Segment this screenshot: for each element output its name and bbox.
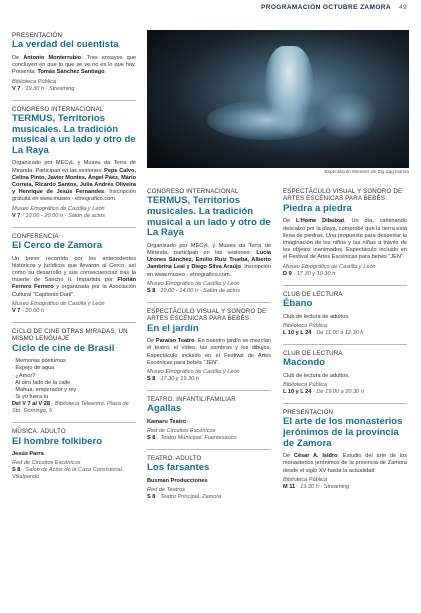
event-title: Agallas xyxy=(147,403,182,415)
event-venue: Biblioteca Pública xyxy=(12,78,57,85)
event-date: V 7 · 19.30 h · Streaming xyxy=(12,85,75,92)
event-entry xyxy=(283,188,407,278)
event-entry xyxy=(283,291,407,337)
event-venue: Museo Etnográfico de Castilla y León xyxy=(12,205,105,212)
list-item: · Mahua, emperador y rey xyxy=(12,387,77,394)
event-category: TEATRO. INFANTIL/FAMILIAR xyxy=(147,396,236,404)
event-title: TERMUS, Territorios musicales. La tradición musical a un lado y otro de La Raya xyxy=(12,113,136,156)
event-description: De Paraíso Teatro. En nuestro jardín se mezclan el teatro, el vídeo, las sombras y los dibujos. Espectáculo incluido en el Festival de Artes Escénicas para bebés "JEN". xyxy=(147,338,271,366)
event-date: S 8 · Salón de Actos de la Casa Consistorial. Villalpando xyxy=(12,467,124,481)
event-entry xyxy=(12,328,136,416)
event-entry xyxy=(147,455,271,501)
list-item: · Espejo de agua xyxy=(12,365,55,372)
event-description: Un breve recorrido por los antecedentes históricos y jurídicos que llevaron al Cerco, así como su desarrollo y sus consecuencias tras la muerte de Sancho II. Impartida por Florián Ferrero Ferrero y organizada por la Asociación Cultural "Capitonis Durii". xyxy=(12,255,136,298)
event-venue: Red de Teatros xyxy=(147,487,186,494)
header-title: PROGRAMACIÓN OCTUBRE xyxy=(261,4,358,11)
event-venue: Red de Circuitos Escénicos xyxy=(147,428,216,435)
event-title: El arte de los monasterios jerónimos de la provincia de Zamora xyxy=(283,416,403,449)
event-date: Del V 7 al V 28 · Biblioteca Teleentro. Plaza de Sto. Domingo, 5 xyxy=(12,401,129,415)
event-description: De Antonio Monterrubio. Tres ensayos que concluyen en que lo que se ve no es lo que hay. Presenta: Tomás Sánchez Santiago. xyxy=(12,55,136,76)
column-3 xyxy=(283,188,407,498)
event-description: Club de lectura de adultos. xyxy=(283,313,350,320)
event-date: S 8 · 10.00 - 14.00 h · Salón de actos xyxy=(147,287,240,294)
event-category: CONGRESO INTERNACIONAL xyxy=(147,188,239,195)
event-entry xyxy=(12,428,136,481)
event-entry xyxy=(12,233,136,315)
event-entry xyxy=(147,396,271,442)
event-title: El hombre folkibero xyxy=(12,435,103,447)
event-description: De César A. Isidro. Estudio del arte de los monasterios jerónimos de la provincia de Zamora desde el siglo XV hasta la actualidad xyxy=(283,453,407,474)
event-category: PRESENTACIÓN xyxy=(283,409,334,417)
column-1 xyxy=(12,32,136,488)
event-description: Organizado por MECyL y Museu da Terra de Miranda, participan en las sesiones: Lucía Urones Sánchez, Emilio Ruiz Trueba, Alberto Jambrina Leal y Diego Silva Araújo. Inscripción en www.museo - etnografico.com. xyxy=(147,242,271,278)
header-city: ZAMORA xyxy=(360,4,391,11)
page-number: 49 xyxy=(398,4,407,11)
event-description: Organizado por MECyL y Museu da Terra de Miranda. Participan en las sesiones: Pepe Calvo, Celina Pinto, Javier Montes, Ángel Páez, Mário Correia, Ricardo Santos, Julia Andrés Oliveira y Henrique de Jesús Fernandes. Inscripción gratuita en www.museo - etnografico.com. xyxy=(12,160,136,203)
event-company: Buxman Producciones xyxy=(147,478,208,485)
event-entry xyxy=(147,308,271,383)
event-category: CLUB DE LECTURA xyxy=(283,290,343,298)
event-category: ESPECTÁCULO VISUAL Y SONORO DE ARTES ESCÉNICAS PARA BEBÉS xyxy=(147,307,267,323)
list-item: · Si yo fuera tu xyxy=(12,394,49,401)
event-date: M 11 · 19.30 h · Streaming xyxy=(283,483,350,490)
event-date: D 9 · 17.30 y 19.30 h xyxy=(283,270,336,277)
event-venue: Biblioteca Pública xyxy=(283,382,328,389)
event-category: CICLO DE CINE OTRAS MIRADAS, UN MISMO LENGUAJE xyxy=(12,327,128,343)
event-date: L 10 y L 24 · De 11.00 a 12.30 h xyxy=(283,329,364,336)
event-date: S 8 · Teatro Municipal. Fuentesaúco xyxy=(147,435,237,442)
event-venue: Biblioteca Pública xyxy=(283,476,328,483)
event-venue: Biblioteca Pública xyxy=(283,322,328,329)
event-title: Los farsantes xyxy=(147,462,210,474)
event-company: Kamaru Teatro xyxy=(147,419,187,426)
list-item: · Al otro lado de la calle xyxy=(12,379,71,386)
event-entry xyxy=(283,350,407,396)
event-title: En el jardín xyxy=(147,322,199,334)
event-date: L 10 y L 24 · De 19.00 a 20.30 h xyxy=(283,389,364,396)
event-category: CLUB DE LECTURA xyxy=(283,349,343,357)
event-category: ESPECTÁCULO VISUAL Y SONORO DE ARTES ESCÉNICAS PARA BEBÉS xyxy=(283,188,403,203)
event-description: Club de lectura de adultos. xyxy=(283,372,350,379)
event-title: Macondo xyxy=(283,357,326,369)
event-venue: Red de Circuitos Escénicos xyxy=(12,460,81,467)
event-title: Ébano xyxy=(283,298,313,310)
event-venue: Museo Etnográfico de Castilla y León xyxy=(147,280,240,287)
event-category: PRESENTACIÓN xyxy=(12,32,63,39)
event-title: Ciclo de cine de Brasil xyxy=(12,342,115,354)
event-date: S 8 · 17.30 y 19.30 h xyxy=(147,376,199,383)
column-2 xyxy=(147,188,271,508)
event-entry xyxy=(12,32,136,93)
event-photo xyxy=(147,30,409,168)
event-category: MÚSICA. ADULTO xyxy=(12,428,66,436)
event-venue: Museo Etnográfico de Castilla y León xyxy=(12,300,105,307)
film-list xyxy=(12,358,136,401)
event-venue: Museo Etnográfico de Castilla y León xyxy=(283,263,376,270)
event-venue: Museo Etnográfico de Castilla y León xyxy=(147,369,240,376)
event-category: CONFERENCIA xyxy=(12,232,59,240)
event-date: V 7 · 20.00 h xyxy=(12,307,45,314)
event-date: V 7 · 10.00 - 20.00 h · Salón de actos xyxy=(12,212,105,219)
photo-caption: Espectáculo Mimesis de Zig Zag Danza xyxy=(324,170,409,175)
event-entry xyxy=(12,106,136,220)
list-item: · Memorias póstumas xyxy=(12,358,66,365)
page-header xyxy=(261,4,407,11)
event-company: Jesús Parra xyxy=(12,451,44,458)
event-entry xyxy=(283,409,407,491)
event-title: TERMUS, Territorios musicales. La tradición musical a un lado y otro de La Raya xyxy=(147,195,271,239)
event-title: El Cerco de Zamora xyxy=(12,240,103,252)
event-entry xyxy=(147,188,271,295)
list-item: · ¿Amor? xyxy=(12,372,36,379)
event-description: De L'Home Dibuixat. Un día, caminando descalzo por la playa, comprobé que la tierra está llena de piedras. Una propuesta para despertar la imaginación de los niños y las niñas a través de los objetos inanimados. Espectáculo incluido en el Festival de Artes Escénicas para bebés "JEN". xyxy=(283,218,407,261)
event-title: Piedra a piedra xyxy=(283,202,352,214)
event-title: La verdad del cuentista xyxy=(12,39,119,51)
event-category: TEATRO. ADULTO xyxy=(147,455,202,463)
event-date: S 8 · Teatro Principal. Zamora xyxy=(147,494,222,501)
event-category: CONGRESO INTERNACIONAL xyxy=(12,105,104,113)
